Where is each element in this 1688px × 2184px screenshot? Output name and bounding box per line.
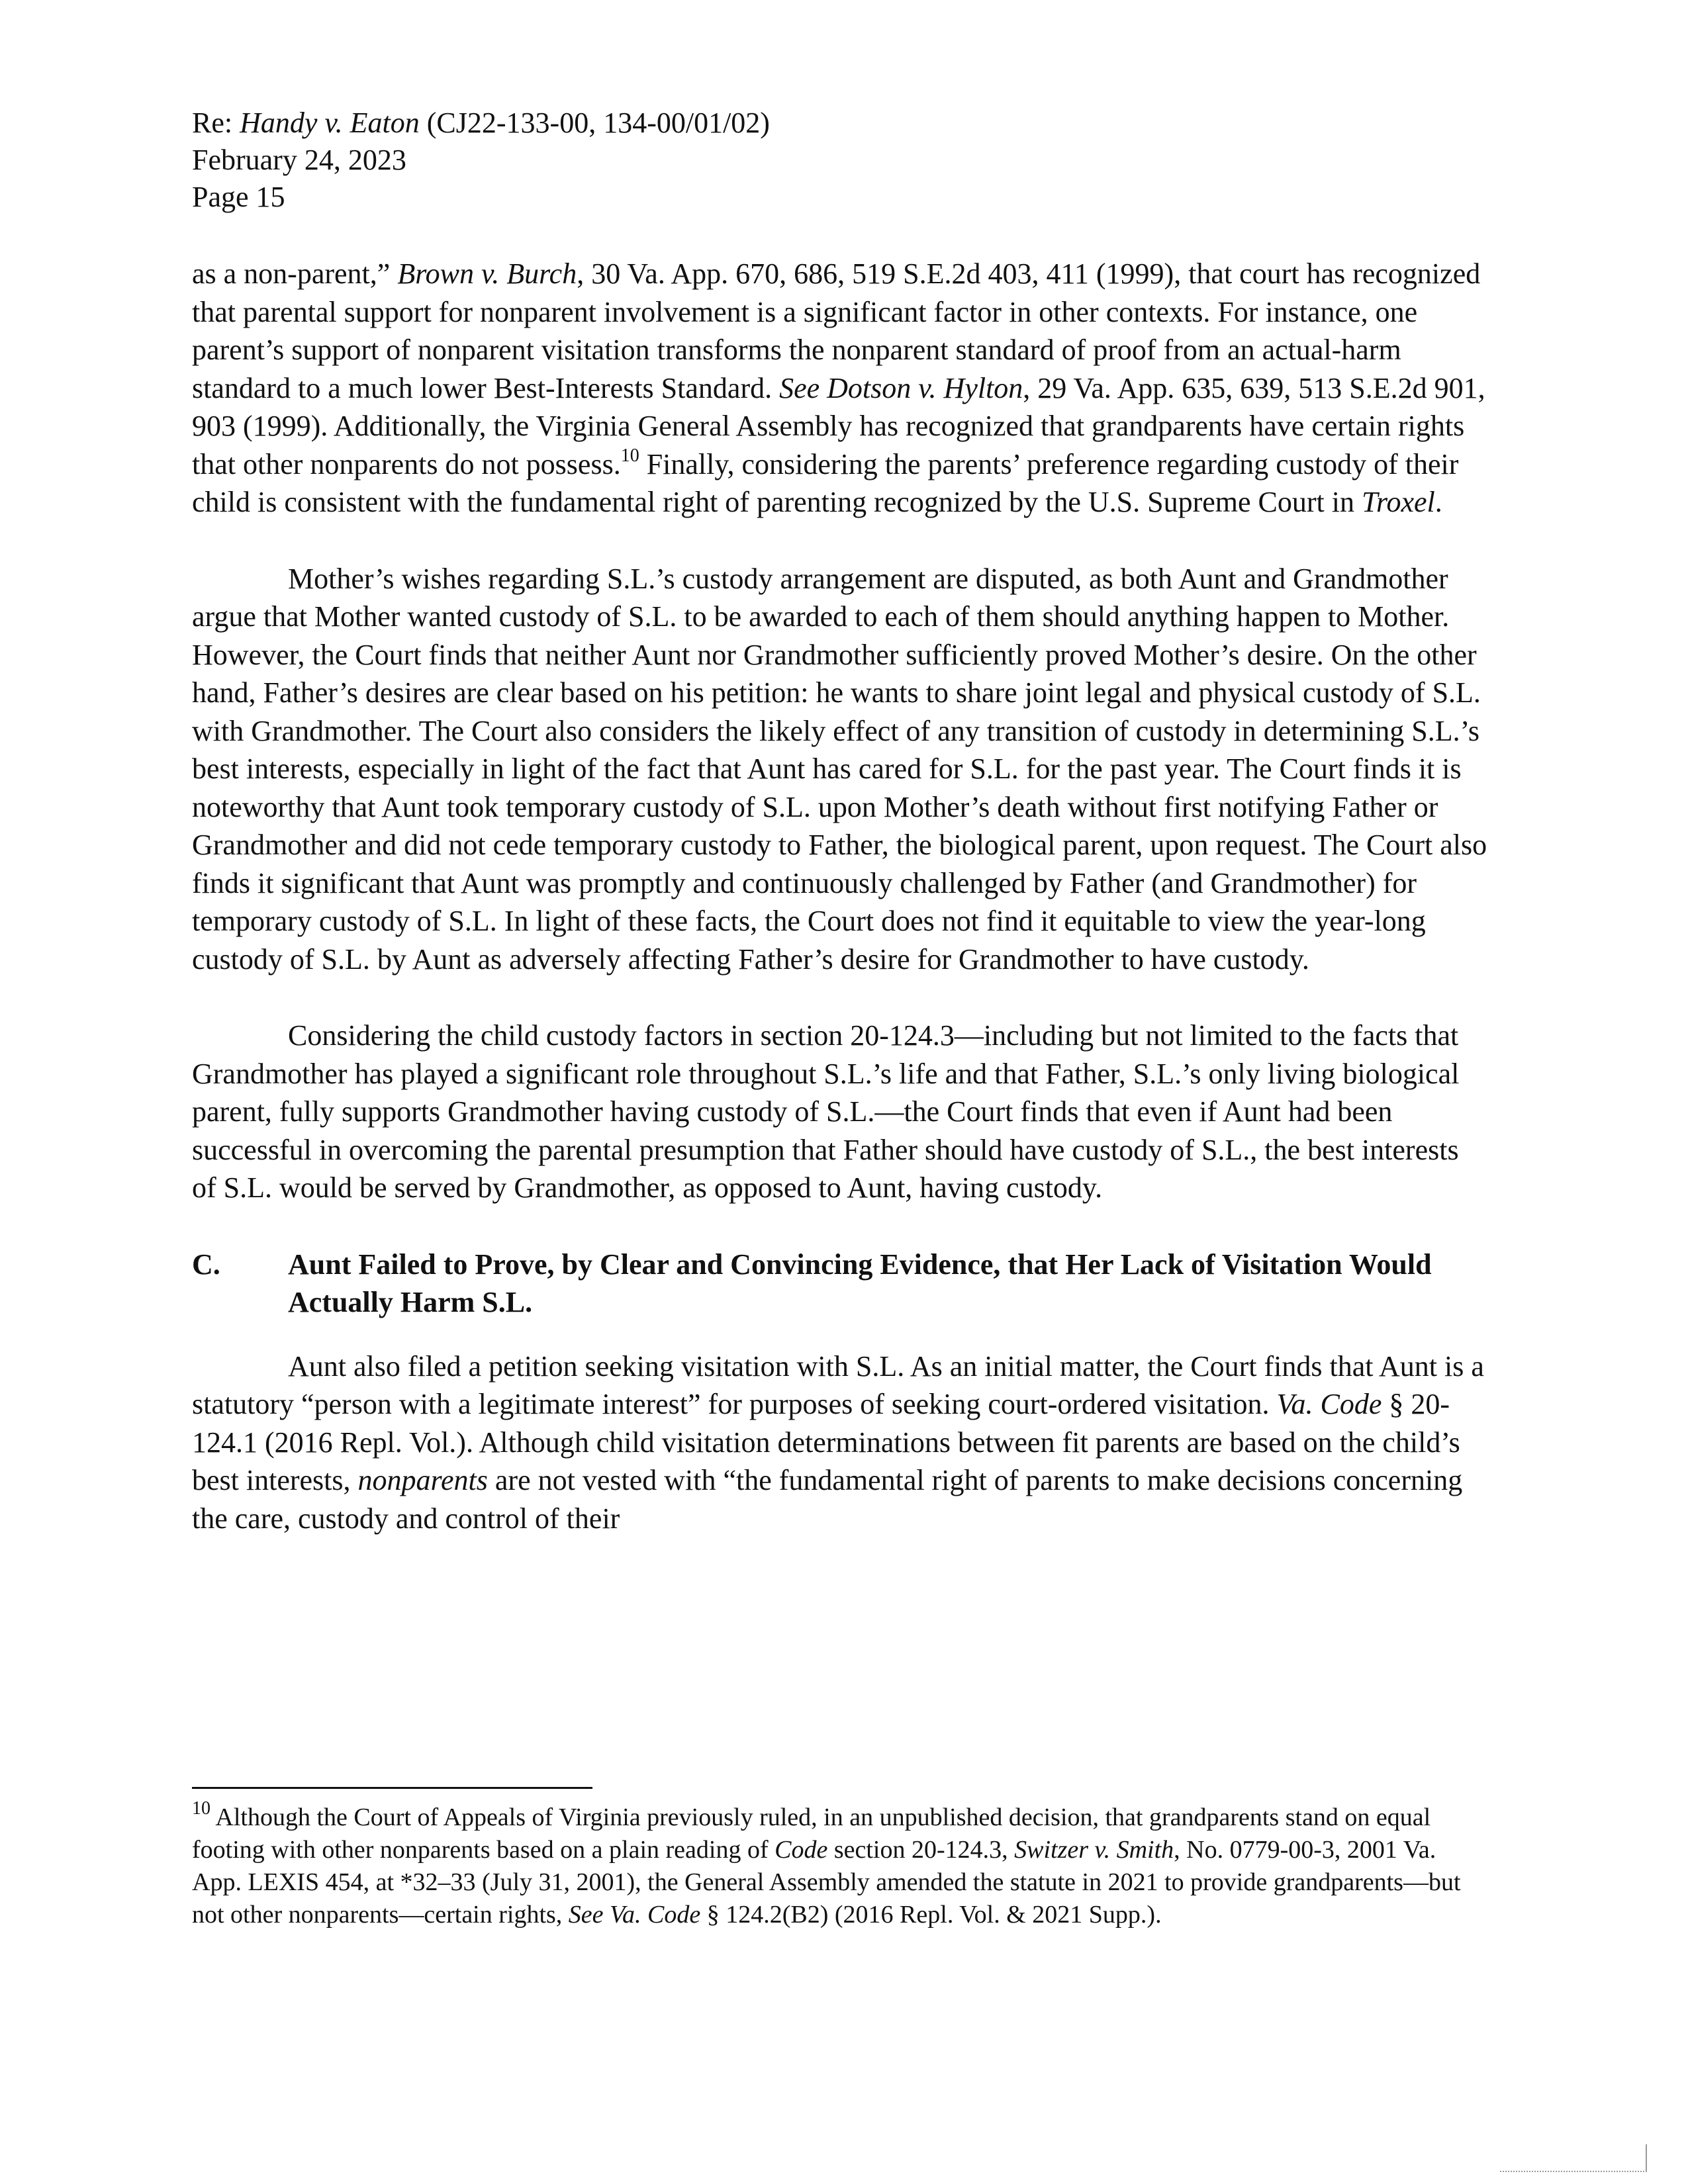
- fn-text-3: , No. 0779-00-3, 2001 Va. App. LEXIS 454, at *32–33 (July 31, 2001), the General Assembly amended the statute in 2021 to provide grandparents—but not other nonparents—certain rights,: [192, 1836, 1461, 1929]
- header-page-number: Page 15: [192, 181, 285, 213]
- section-title: Aunt Failed to Prove, by Clear and Convincing Evidence, that Her Lack of Visitation Would Actually Harm S.L.: [288, 1248, 1432, 1318]
- p1-text-1: as a non-parent,”: [192, 257, 398, 290]
- p4-text-1: Aunt also filed a petition seeking visitation with S.L. As an initial matter, the Court finds that Aunt is a statutory “person with a legitimate interest” for purposes of seeking court-ordered visitation.: [192, 1349, 1484, 1420]
- spacer: [192, 978, 1489, 1017]
- document-body: [192, 255, 1489, 1537]
- spacer: [192, 1207, 1489, 1246]
- case-numbers: (CJ22-133-00, 134-00/01/02): [419, 107, 770, 139]
- letter-header: [192, 105, 770, 216]
- footnote-10: [192, 1798, 1489, 1931]
- re-prefix: Re:: [192, 107, 240, 139]
- paragraph-1: [192, 255, 1489, 522]
- citation-brown-v-burch: Brown v. Burch: [397, 257, 577, 290]
- p4-text-2: § 20-124.1 (2016 Repl. Vol.). Although child visitation determinations between fit parents are based on the child’s best interests,: [192, 1388, 1460, 1496]
- paragraph-3: Considering the child custody factors in section 20-124.3—including but not limited to the facts that Grandmother has played a significant role throughout S.L.’s life and that Father, S.L.’s only living biological parent, fully supports Grandmother having custody of S.L.—the Court finds that even if Aunt had been successful in overcoming the parental presumption that Father should have custody of S.L., the best interests of S.L. would be served by Grandmother, as opposed to Aunt, having custody.: [192, 1019, 1460, 1204]
- footnote-separator: [192, 1787, 592, 1789]
- p1-text-4: Finally, considering the parents’ preference regarding custody of their child is consistent with the fundamental right of parenting recognized by the U.S. Supreme Court in: [192, 447, 1459, 518]
- paragraph-2: Mother’s wishes regarding S.L.’s custody arrangement are disputed, as both Aunt and Grandmother argue that Mother wanted custody of S.L. to be awarded to each of them should anything happen to Mother. However, the Court finds that neither Aunt nor Grandmother sufficiently proved Mother’s desire. On the other hand, Father’s desires are clear based on his petition: he wants to share joint legal and physical custody of S.L. with Grandmother. The Court also considers the likely effect of any transition of custody in determining S.L.’s best interests, especially in light of the fact that Aunt has cared for S.L. for the past year. The Court finds it is noteworthy that Aunt took temporary custody of S.L. upon Mother’s death without first notifying Father or Grandmother and did not cede temporary custody to Father, the biological parent, upon request. The Court also finds it significant that Aunt was promptly and continuously challenged by Father (and Grandmother) for temporary custody of S.L. In light of these facts, the Court does not find it equitable to view the year-long custody of S.L. by Aunt as adversely affecting Father’s desire for Grandmother to have custody.: [192, 562, 1487, 976]
- header-date: February 24, 2023: [192, 144, 406, 176]
- spacer: [192, 522, 1489, 560]
- section-letter: C.: [192, 1248, 220, 1281]
- citation-dotson-v-hylton: See Dotson v. Hylton: [779, 371, 1023, 404]
- p1-text-2: , 30 Va. App. 670, 686, 519 S.E.2d 403, 411 (1999), that court has recognized that parental support for nonparent involvement is a significant factor in other contexts. For instance, one parent’s support of nonparent visitation transforms the nonparent standard of proof from an actual-harm standard to a much lower Best-Interests Standard.: [192, 257, 1481, 404]
- spacer: [192, 1321, 1489, 1347]
- footnote-number: 10: [192, 1798, 211, 1819]
- fn-text-2: section 20-124.3,: [827, 1836, 1015, 1864]
- citation-troxel: Troxel: [1361, 486, 1435, 518]
- fn-citation-switzer: Switzer v. Smith: [1014, 1836, 1174, 1864]
- header-re-line: [192, 105, 770, 142]
- fn-text-1: Although the Court of Appeals of Virginia previously ruled, in an unpublished decision, that grandparents stand on equal footing with other nonparents based on a plain reading of: [192, 1803, 1431, 1864]
- footnote-reference[interactable]: 10: [620, 445, 639, 466]
- p4-text-3: are not vested with “the fundamental right of parents to make decisions concerning the care, custody and control of their: [192, 1464, 1463, 1535]
- fn-citation-va-code: See Va. Code: [568, 1901, 701, 1929]
- citation-va-code: Va. Code: [1276, 1388, 1382, 1420]
- fn-citation-code: Code: [774, 1836, 828, 1864]
- section-heading-c: [192, 1246, 1489, 1321]
- fn-text-4: § 124.2(B2) (2016 Repl. Vol. & 2021 Supp.).: [700, 1901, 1162, 1929]
- scan-corner-mark: [1500, 2144, 1647, 2172]
- p1-text-5: .: [1434, 486, 1442, 518]
- p1-text-3: , 29 Va. App. 635, 639, 513 S.E.2d 901, 903 (1999). Additionally, the Virginia General Assembly has recognized that grandparents have certain rights that other nonparents do not possess.: [192, 371, 1485, 480]
- emphasis-nonparents: nonparents: [357, 1464, 488, 1496]
- case-name: Handy v. Eaton: [240, 107, 420, 139]
- paragraph-4: [192, 1347, 1489, 1538]
